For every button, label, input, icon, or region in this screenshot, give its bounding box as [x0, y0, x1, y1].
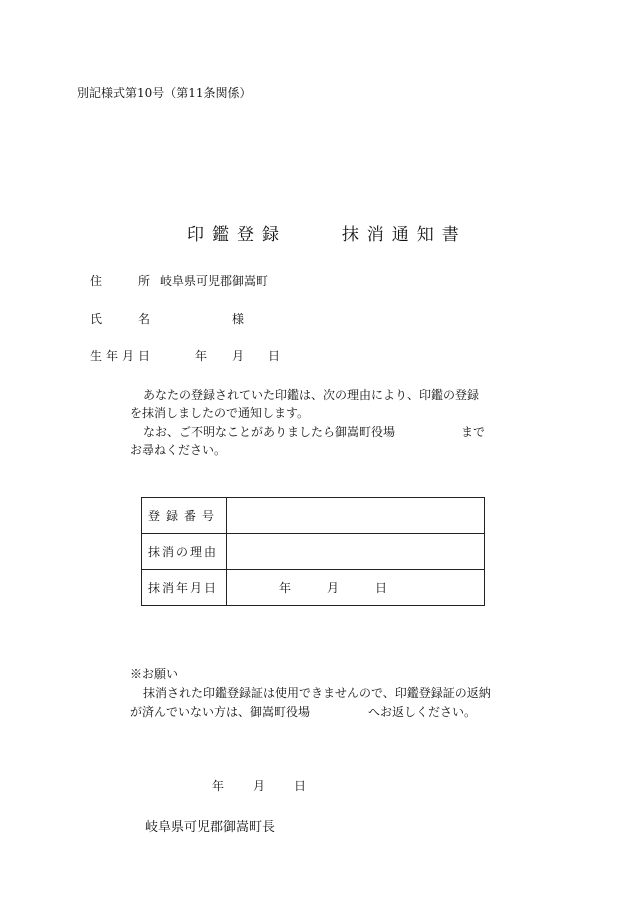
cancellation-reason-value [227, 534, 485, 570]
title-right: 抹消通知書 [341, 225, 467, 245]
note-heading: ※お願い [130, 667, 179, 681]
footer-month: 月 [253, 779, 266, 793]
registration-number-value [227, 498, 485, 534]
dob-day: 日 [268, 349, 281, 363]
document-title [187, 225, 467, 245]
registration-table [141, 497, 485, 606]
address-label: 住 所 [90, 274, 151, 288]
body-line-3b: まで [461, 425, 486, 439]
note-line-2a: が済んでいない方は、御嵩町役場 [130, 705, 311, 719]
dob-year: 年 [195, 349, 208, 363]
issuer: 岐阜県可児郡御嵩町長 [145, 820, 276, 835]
honorific: 様 [232, 312, 245, 326]
form-number: 別記様式第10号（第11条関係） [77, 86, 252, 100]
dob-month: 月 [232, 349, 245, 363]
body-line-1: あなたの登録されていた印鑑は、次の理由により、印鑑の登録 [143, 388, 480, 402]
note-line-1: 抹消された印鑑登録証は使用できませんので、印鑑登録証の返納 [143, 686, 491, 700]
body-line-4: お尋ねください。 [130, 443, 227, 457]
table-row [142, 498, 485, 534]
cancellation-date-label: 抹消年月日 [142, 570, 227, 606]
note-line-2b: へお返しください。 [368, 705, 477, 719]
footer-year: 年 [212, 779, 225, 793]
cancellation-reason-label: 抹消の理由 [142, 534, 227, 570]
name-label: 氏 名 [90, 312, 151, 326]
registration-number-label: 登録番号 [142, 498, 227, 534]
table-row [142, 570, 485, 606]
body-line-3a: なお、ご不明なことがありましたら御嵩町役場 [143, 425, 396, 439]
address-value: 岐阜県可児郡御嵩町 [160, 274, 269, 288]
footer-day: 日 [294, 779, 307, 793]
table-row [142, 534, 485, 570]
body-line-2: を抹消しましたので通知します。 [130, 406, 310, 420]
cancellation-date-value: 年 月 日 [227, 570, 485, 606]
title-left: 印鑑登録 [187, 225, 287, 245]
dob-label: 生年月日 [90, 349, 155, 363]
